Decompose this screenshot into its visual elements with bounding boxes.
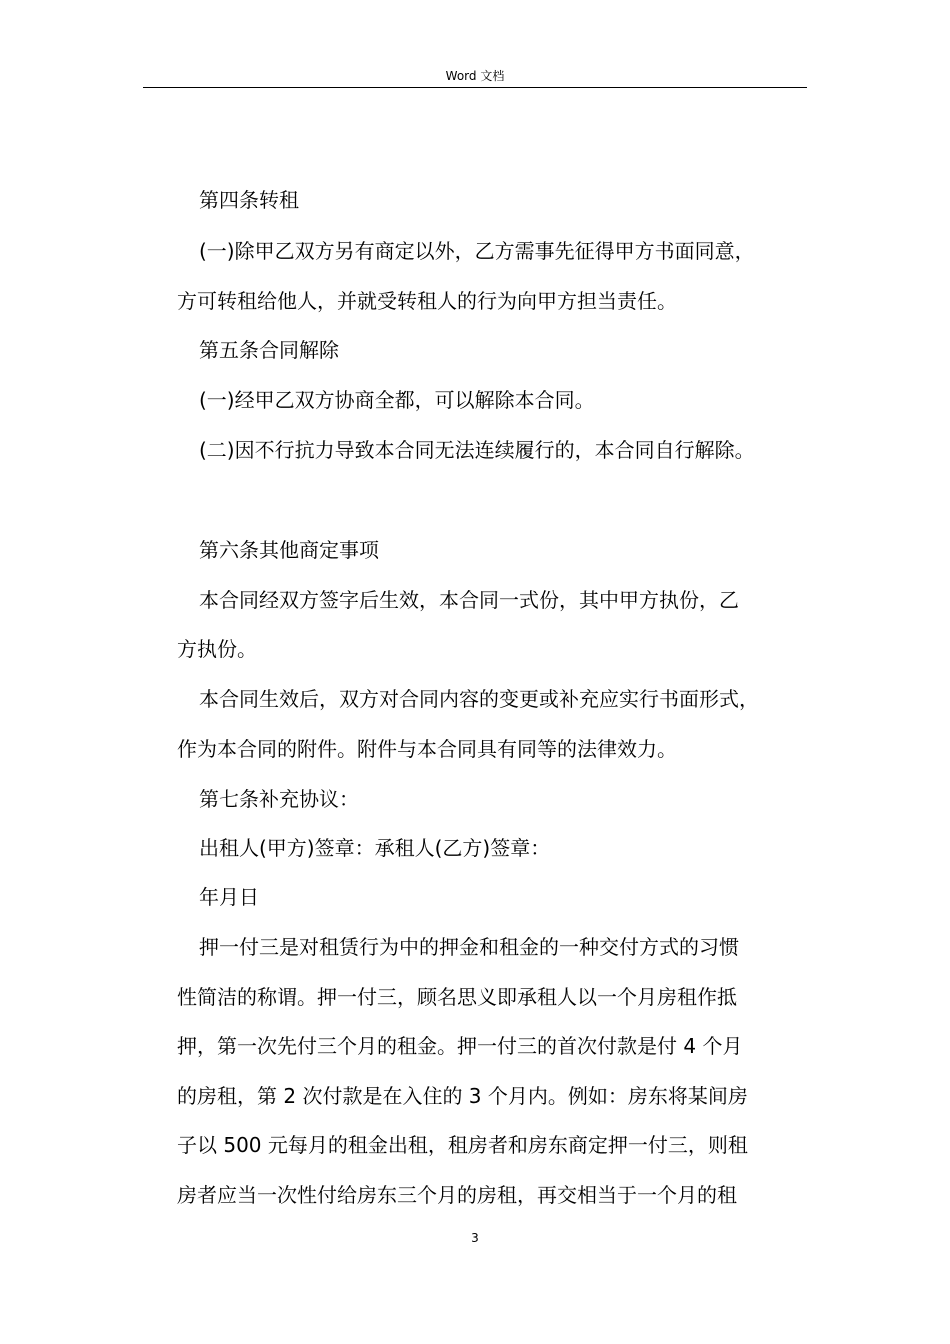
article-6-para-1-line-1: 本合同经双方签字后生效，本合同一式份，其中甲方执份，乙: [199, 588, 739, 612]
article-7-heading: 第七条补充协议：: [199, 787, 359, 811]
article-6-para-2-line-1: 本合同生效后，双方对合同内容的变更或补充应实行书面形式，: [199, 687, 759, 711]
signature-line: 出租人(甲方)签章：承租人(乙方)签章：: [199, 836, 551, 860]
article-6-para-2-line-2: 作为本合同的附件。附件与本合同具有同等的法律效力。: [177, 737, 677, 761]
article-4-heading: 第四条转租: [199, 188, 299, 212]
article-5-clause-2: (二)因不行抗力导致本合同无法连续履行的，本合同自行解除。: [199, 438, 755, 462]
article-4-clause-1-line-1: (一)除甲乙双方另有商定以外，乙方需事先征得甲方书面同意，: [199, 239, 755, 263]
article-5-clause-1: (一)经甲乙双方协商全都，可以解除本合同。: [199, 388, 595, 412]
explanation-line-6: 房者应当一次性付给房东三个月的房租，再交相当于一个月的租: [177, 1183, 737, 1207]
article-5-heading: 第五条合同解除: [199, 338, 339, 362]
page-number: 3: [471, 1231, 479, 1245]
date-line: 年月日: [199, 885, 259, 909]
article-4-clause-1-line-2: 方可转租给他人，并就受转租人的行为向甲方担当责任。: [177, 289, 677, 313]
article-6-heading: 第六条其他商定事项: [199, 538, 379, 562]
page-header: Word 文档: [445, 69, 505, 83]
explanation-line-5: 子以 500 元每月的租金出租，租房者和房东商定押一付三，则租: [177, 1133, 748, 1157]
explanation-line-1: 押一付三是对租赁行为中的押金和租金的一种交付方式的习惯: [199, 935, 739, 959]
explanation-line-4: 的房租，第 2 次付款是在入住的 3 个月内。例如：房东将某间房: [177, 1084, 748, 1108]
explanation-line-3: 押，第一次先付三个月的租金。押一付三的首次付款是付 4 个月: [177, 1034, 743, 1058]
article-6-para-1-line-2: 方执份。: [177, 637, 257, 661]
explanation-line-2: 性简洁的称谓。押一付三，顾名思义即承租人以一个月房租作抵: [177, 985, 737, 1009]
header-divider: [143, 87, 807, 88]
